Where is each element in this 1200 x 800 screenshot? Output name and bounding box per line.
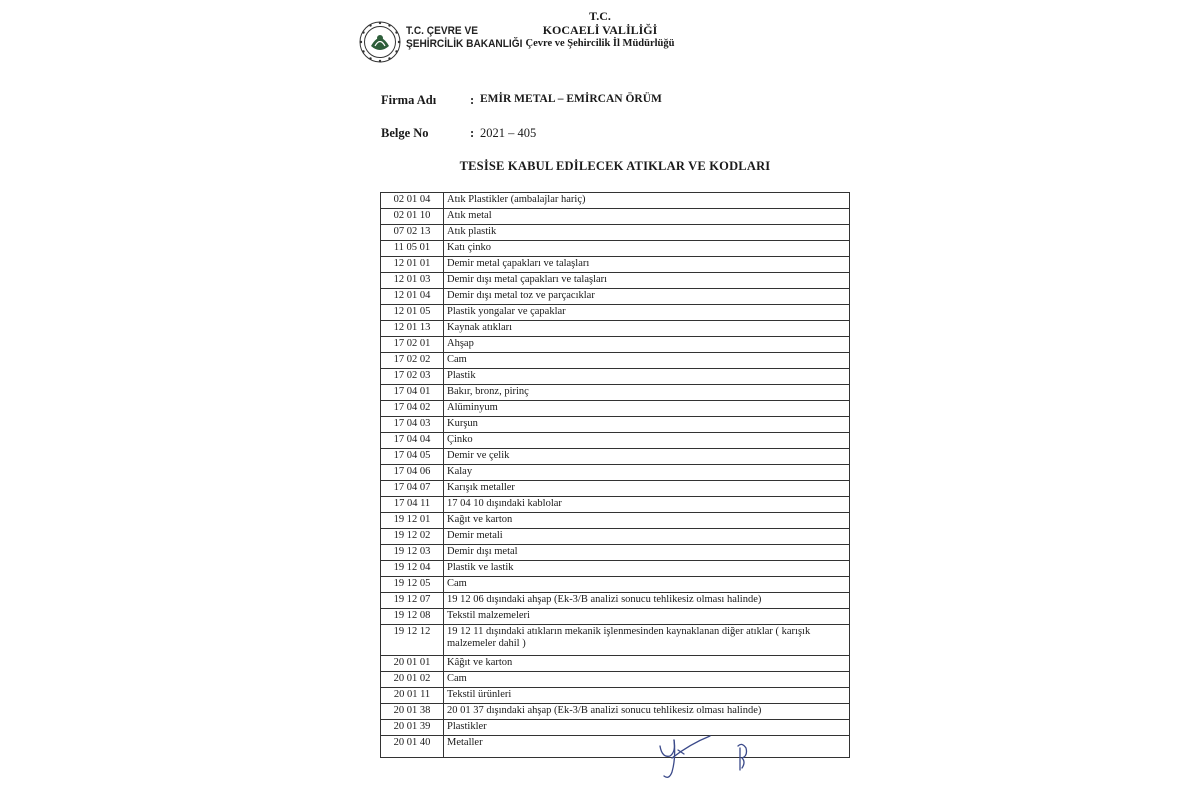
table-row <box>381 593 850 609</box>
waste-description: Karışık metaller <box>444 481 850 497</box>
waste-description: Cam <box>444 353 850 369</box>
waste-description: Kurşun <box>444 417 850 433</box>
table-row <box>381 497 850 513</box>
waste-code: 17 02 02 <box>381 353 444 369</box>
waste-description: Atık Plastikler (ambalajlar hariç) <box>444 193 850 209</box>
waste-description: Plastikler <box>444 720 850 736</box>
waste-description: Metaller <box>444 736 850 758</box>
governorship-header <box>500 10 700 51</box>
waste-description: Ahşap <box>444 337 850 353</box>
firma-separator: : <box>470 93 475 107</box>
waste-code: 17 04 06 <box>381 465 444 481</box>
table-row <box>381 273 850 289</box>
ministry-name-line2: ŞEHİRCİLİK BAKANLIĞI <box>406 38 523 50</box>
waste-description: Plastik yongalar ve çapaklar <box>444 305 850 321</box>
table-row <box>381 337 850 353</box>
waste-description: Demir dışı metal <box>444 545 850 561</box>
waste-description: Kaynak atıkları <box>444 321 850 337</box>
waste-code: 17 04 11 <box>381 497 444 513</box>
waste-code: 17 04 02 <box>381 401 444 417</box>
table-row <box>381 513 850 529</box>
waste-description: 19 12 11 dışındaki atıkların mekanik işlenmesinden kaynaklanan diğer atıklar ( karışık malzemeler dahil ) <box>444 625 850 656</box>
waste-code: 02 01 10 <box>381 209 444 225</box>
waste-code: 11 05 01 <box>381 241 444 257</box>
waste-description: Kağıt ve karton <box>444 513 850 529</box>
governor-line1: T.C. <box>589 9 611 23</box>
waste-description: Bakır, bronz, pirinç <box>444 385 850 401</box>
waste-code: 12 01 04 <box>381 289 444 305</box>
waste-description: Demir dışı metal çapakları ve talaşları <box>444 273 850 289</box>
belge-label: Belge No <box>381 126 429 140</box>
waste-code: 17 04 01 <box>381 385 444 401</box>
waste-code: 20 01 11 <box>381 688 444 704</box>
waste-code: 07 02 13 <box>381 225 444 241</box>
signature-icon <box>650 728 770 788</box>
waste-description: Tekstil malzemeleri <box>444 609 850 625</box>
waste-description: Kâğıt ve karton <box>444 656 850 672</box>
waste-description: Cam <box>444 672 850 688</box>
waste-description: Demir metali <box>444 529 850 545</box>
waste-code: 12 01 01 <box>381 257 444 273</box>
table-row <box>381 289 850 305</box>
waste-code: 20 01 40 <box>381 736 444 758</box>
table-row <box>381 321 850 337</box>
waste-code: 20 01 39 <box>381 720 444 736</box>
firma-value: EMİR METAL – EMİRCAN ÖRÜM <box>480 93 662 105</box>
table-row <box>381 545 850 561</box>
table-row <box>381 704 850 720</box>
waste-description: Plastik ve lastik <box>444 561 850 577</box>
waste-code: 19 12 12 <box>381 625 444 656</box>
table-row <box>381 209 850 225</box>
table-row <box>381 529 850 545</box>
waste-code: 17 04 05 <box>381 449 444 465</box>
table-row <box>381 561 850 577</box>
waste-code: 17 02 03 <box>381 369 444 385</box>
table-row <box>381 609 850 625</box>
table-row <box>381 257 850 273</box>
waste-description: 19 12 06 dışındaki ahşap (Ek-3/B analizi sonucu tehlikesiz olması halinde) <box>444 593 850 609</box>
table-row <box>381 688 850 704</box>
table-row <box>381 385 850 401</box>
table-row <box>381 305 850 321</box>
waste-code: 12 01 13 <box>381 321 444 337</box>
waste-code: 12 01 03 <box>381 273 444 289</box>
waste-code: 19 12 04 <box>381 561 444 577</box>
waste-description: Demir metal çapakları ve talaşları <box>444 257 850 273</box>
table-row <box>381 401 850 417</box>
firma-label: Firma Adı <box>381 93 437 107</box>
table-row <box>381 720 850 736</box>
waste-code: 17 04 07 <box>381 481 444 497</box>
waste-code: 20 01 38 <box>381 704 444 720</box>
waste-description: Cam <box>444 577 850 593</box>
governor-line2: KOCAELİ VALİLİĞİ <box>542 22 658 37</box>
waste-description: Çinko <box>444 433 850 449</box>
table-row <box>381 449 850 465</box>
waste-description: Tekstil ürünleri <box>444 688 850 704</box>
table-row <box>381 225 850 241</box>
table-row <box>381 417 850 433</box>
waste-code: 19 12 05 <box>381 577 444 593</box>
waste-code: 19 12 07 <box>381 593 444 609</box>
waste-description: Atık plastik <box>444 225 850 241</box>
table-row <box>381 193 850 209</box>
table-row <box>381 625 850 656</box>
waste-description: 17 04 10 dışındaki kablolar <box>444 497 850 513</box>
table-row <box>381 353 850 369</box>
document-title: TESİSE KABUL EDİLECEK ATIKLAR VE KODLARI <box>459 159 771 173</box>
waste-description: Katı çinko <box>444 241 850 257</box>
waste-description: 20 01 37 dışındaki ahşap (Ek-3/B analizi sonucu tehlikesiz olması halinde) <box>444 704 850 720</box>
waste-description: Demir ve çelik <box>444 449 850 465</box>
waste-code: 17 04 03 <box>381 417 444 433</box>
waste-description: Kalay <box>444 465 850 481</box>
governor-line3: Çevre ve Şehircilik İl Müdürlüğü <box>525 38 675 49</box>
waste-code: 12 01 05 <box>381 305 444 321</box>
table-row <box>381 241 850 257</box>
table-row <box>381 656 850 672</box>
table-row <box>381 672 850 688</box>
table-row <box>381 736 850 758</box>
waste-code: 02 01 04 <box>381 193 444 209</box>
waste-description: Plastik <box>444 369 850 385</box>
waste-code: 19 12 03 <box>381 545 444 561</box>
table-row <box>381 369 850 385</box>
waste-code: 20 01 01 <box>381 656 444 672</box>
waste-code: 17 02 01 <box>381 337 444 353</box>
table-row <box>381 433 850 449</box>
waste-code: 19 12 08 <box>381 609 444 625</box>
waste-code: 19 12 01 <box>381 513 444 529</box>
belge-separator: : <box>470 126 475 140</box>
waste-code-table <box>380 192 850 758</box>
waste-code: 17 04 04 <box>381 433 444 449</box>
table-row <box>381 577 850 593</box>
waste-code: 19 12 02 <box>381 529 444 545</box>
table-row <box>381 465 850 481</box>
waste-code: 20 01 02 <box>381 672 444 688</box>
waste-description: Alüminyum <box>444 401 850 417</box>
table-row <box>381 481 850 497</box>
ministry-emblem-icon <box>358 10 402 74</box>
waste-description: Demir dışı metal toz ve parçacıklar <box>444 289 850 305</box>
ministry-name-line1: T.C. ÇEVRE VE <box>406 25 478 37</box>
belge-value: 2021 – 405 <box>480 126 537 140</box>
waste-description: Atık metal <box>444 209 850 225</box>
